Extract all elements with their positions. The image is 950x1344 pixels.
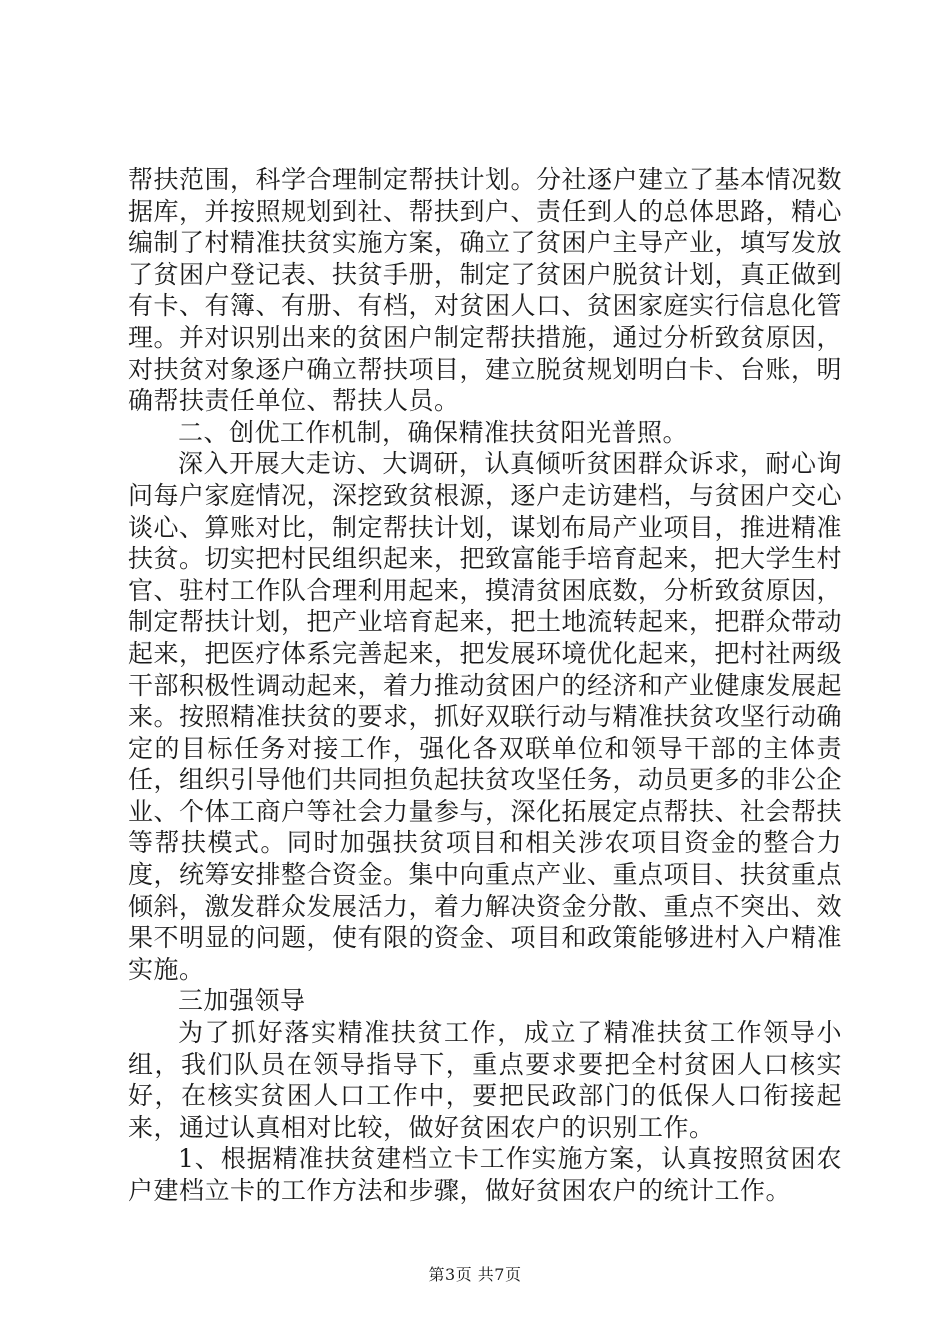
- paragraph-mechanism: 深入开展大走访、大调研，认真倾听贫困群众诉求，耐心询问每户家庭情况，深挖致贫根源，逐户走访建档，与贫困户交心谈心、算账对比，制定帮扶计划，谋划布局产业项目，推进精准扶贫。切实把村民组织起来，把致富能手培育起来，把大学生村官、驻村工作队合理利用起来，摸清贫困底数，分析致贫原因，制定帮扶计划，把产业培育起来，把土地流转起来，把群众带动起来，把医疗体系完善起来，把发展环境优化起来，把村社两级干部积极性调动起来，着力推动贫困户的经济和产业健康发展起来。按照精准扶贫的要求，抓好双联行动与精准扶贫攻坚行动确定的目标任务对接工作，强化各双联单位和领导干部的主体责任，组织引导他们共同担负起扶贫攻坚任务，动员更多的非公企业、个体工商户等社会力量参与，深化拓展定点帮扶、社会帮扶等帮扶模式。同时加强扶贫项目和相关涉农项目资金的整合力度，统筹安排整合资金。集中向重点产业、重点项目、扶贫重点倾斜，激发群众发展活力，着力解决资金分散、重点不突出、效果不明显的问题，使有限的资金、项目和政策能够进村入户精准实施。: [128, 449, 843, 984]
- document-body: [128, 164, 842, 1207]
- section-heading-2: 二、创优工作机制，确保精准扶贫阳光普照。: [178, 417, 689, 447]
- paragraph-continuation: 帮扶范围，科学合理制定帮扶计划。分社逐户建立了基本情况数据库，并按照规划到社、帮扶到户、责任到人的总体思路，精心编制了村精准扶贫实施方案，确立了贫困户主导产业，填写发放了贫困户登记表、扶贫手册，制定了贫困户脱贫计划，真正做到有卡、有簿、有册、有档，对贫困人口、贫困家庭实行信息化管理。并对识别出来的贫困户制定帮扶措施，通过分析致贫原因，对扶贫对象逐户确立帮扶项目，建立脱贫规划明白卡、台账，明确帮扶责任单位、帮扶人员。: [128, 165, 843, 416]
- page-number-footer: 第3页 共7页: [428, 1265, 522, 1284]
- paragraph-item-1: 1、根据精准扶贫建档立卡工作实施方案，认真按照贫困农户建档立卡的工作方法和步骤，做好贫困农户的统计工作。: [128, 1144, 842, 1205]
- paragraph-leadership: 为了抓好落实精准扶贫工作，成立了精准扶贫工作领导小组，我们队员在领导指导下，重点要求要把全村贫困人口核实好，在核实贫困人口工作中，要把民政部门的低保人口衔接起来，通过认真相对比较，做好贫困农户的识别工作。: [128, 1018, 842, 1142]
- section-heading-3: 三加强领导: [178, 986, 306, 1016]
